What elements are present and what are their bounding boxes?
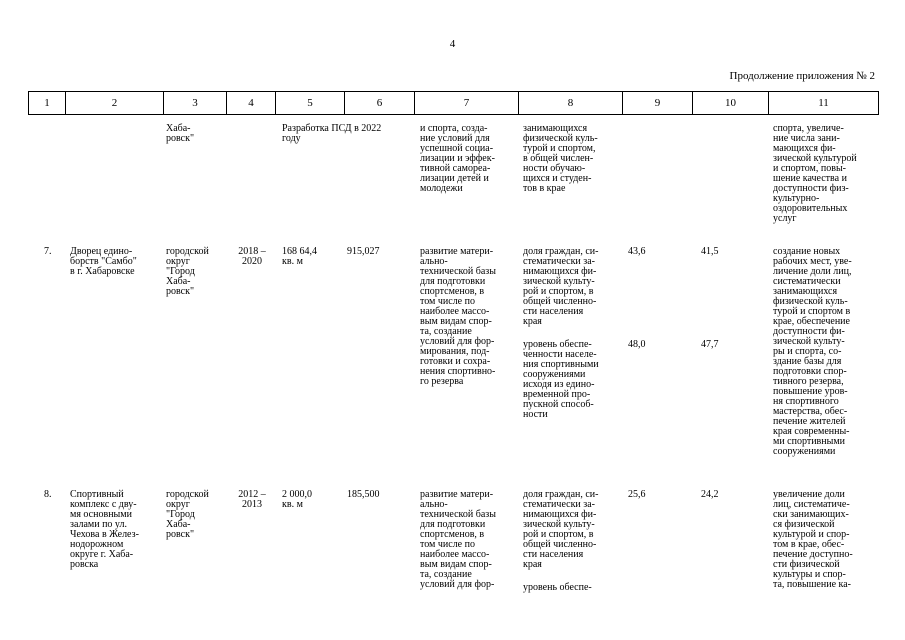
page-number: 4 bbox=[449, 38, 456, 50]
object-years: 2018 – 2020 bbox=[238, 246, 266, 267]
indicator-2-value-a: 48,0 bbox=[628, 339, 646, 350]
header-col-10: 10 bbox=[693, 92, 769, 115]
header-col-8: 8 bbox=[519, 92, 623, 115]
object-name: Спортивный комплекс с дву- мя основными залами по ул. Чехова в Желез- нодорожном округе г. Хаба- ровска bbox=[70, 489, 139, 570]
header-col-3: 3 bbox=[164, 92, 227, 115]
header-col-9: 9 bbox=[623, 92, 693, 115]
header-col-7: 7 bbox=[415, 92, 519, 115]
header-row bbox=[29, 92, 879, 115]
object-location: городской округ "Город Хаба- ровск" bbox=[166, 489, 209, 540]
object-purpose: развитие матери- ально- технической базы для подготовки спортсменов, в том числе по наиболее массо- вым видам спор- та, создание условий для фор- мирования, под- готовки и сохра- нения спортивно- го резерва bbox=[420, 246, 496, 387]
object-location: городской округ "Город Хаба- ровск" bbox=[166, 246, 209, 297]
indicator-1: доля граждан, си- стематически за- нимающихся фи- зической культу- рой и спортом, в общей численно- сти населения края bbox=[523, 246, 599, 327]
cont-effect: спорта, увеличе- ние числа зани- мающихся фи- зической культурой и спортом, повы- шение качества и доступности физ- культурно- оздоровительных услуг bbox=[773, 123, 857, 224]
indicator-1-value-a: 43,6 bbox=[628, 246, 646, 257]
indicator-1-value-a: 25,6 bbox=[628, 489, 646, 500]
cont-design-note: Разработка ПСД в 2022 году bbox=[282, 123, 382, 144]
cont-location: Хаба- ровск" bbox=[166, 123, 195, 144]
cont-indicator: занимающихся физической куль- турой и спортом, в общей числен- ности обучаю- щихся и студен- тов в крае bbox=[523, 123, 598, 194]
column-header-table bbox=[28, 91, 879, 115]
header-col-2: 2 bbox=[66, 92, 164, 115]
object-effect: увеличение доли лиц, систематиче- ски занимающих- ся физической культурой и спор- том в крае, обес- печение доступно- сти физической культуры и спор- та, повышение ка- bbox=[773, 489, 853, 590]
row-number: 7. bbox=[44, 246, 52, 257]
header-col-5: 5 bbox=[276, 92, 345, 115]
object-purpose: развитие матери- ально- технической базы для подготовки спортсменов, в том числе по наиболее массо- вым видам спор- та, создание условий для фор- bbox=[420, 489, 496, 590]
object-years: 2012 – 2013 bbox=[238, 489, 266, 510]
row-number: 8. bbox=[44, 489, 52, 500]
object-effect: создание новых рабочих мест, уве- личение доли лиц, систематически занимающихся физической куль- турой и спортом в крае, обеспечение доступности фи- зической культу- ры и спорта, со- здание базы для подготовки спор- тивного резерва, повышение уров- ня спортивного мастерства, обес- печение жителей края современны- ми спортивными сооружениями bbox=[773, 246, 852, 457]
indicator-1: доля граждан, си- стематически за- нимающихся фи- зической культу- рой и спортом, в общей численно- сти населения края bbox=[523, 489, 599, 570]
indicator-2: уровень обеспе- bbox=[523, 582, 592, 593]
indicator-1-value-b: 24,2 bbox=[701, 489, 719, 500]
object-capacity: 168 64,4 кв. м bbox=[282, 246, 317, 267]
header-col-1: 1 bbox=[29, 92, 66, 115]
object-cost: 915,027 bbox=[347, 246, 380, 257]
indicator-1-value-b: 41,5 bbox=[701, 246, 719, 257]
header-col-6: 6 bbox=[345, 92, 415, 115]
object-capacity: 2 000,0 кв. м bbox=[282, 489, 312, 510]
header-col-11: 11 bbox=[769, 92, 879, 115]
cont-purpose: и спорта, созда- ние условий для успешной социа- лизации и эффек- тивной самореа- лизации детей и молодежи bbox=[420, 123, 495, 194]
object-cost: 185,500 bbox=[347, 489, 380, 500]
indicator-2-value-b: 47,7 bbox=[701, 339, 719, 350]
object-name: Дворец едино- борств "Самбо" в г. Хабаровске bbox=[70, 246, 137, 277]
header-col-4: 4 bbox=[227, 92, 276, 115]
continuation-title: Продолжение приложения № 2 bbox=[729, 70, 875, 82]
indicator-2: уровень обеспе- ченности населе- ния спортивными сооружениями исходя из едино- временной про- пускной способ- ности bbox=[523, 339, 599, 420]
